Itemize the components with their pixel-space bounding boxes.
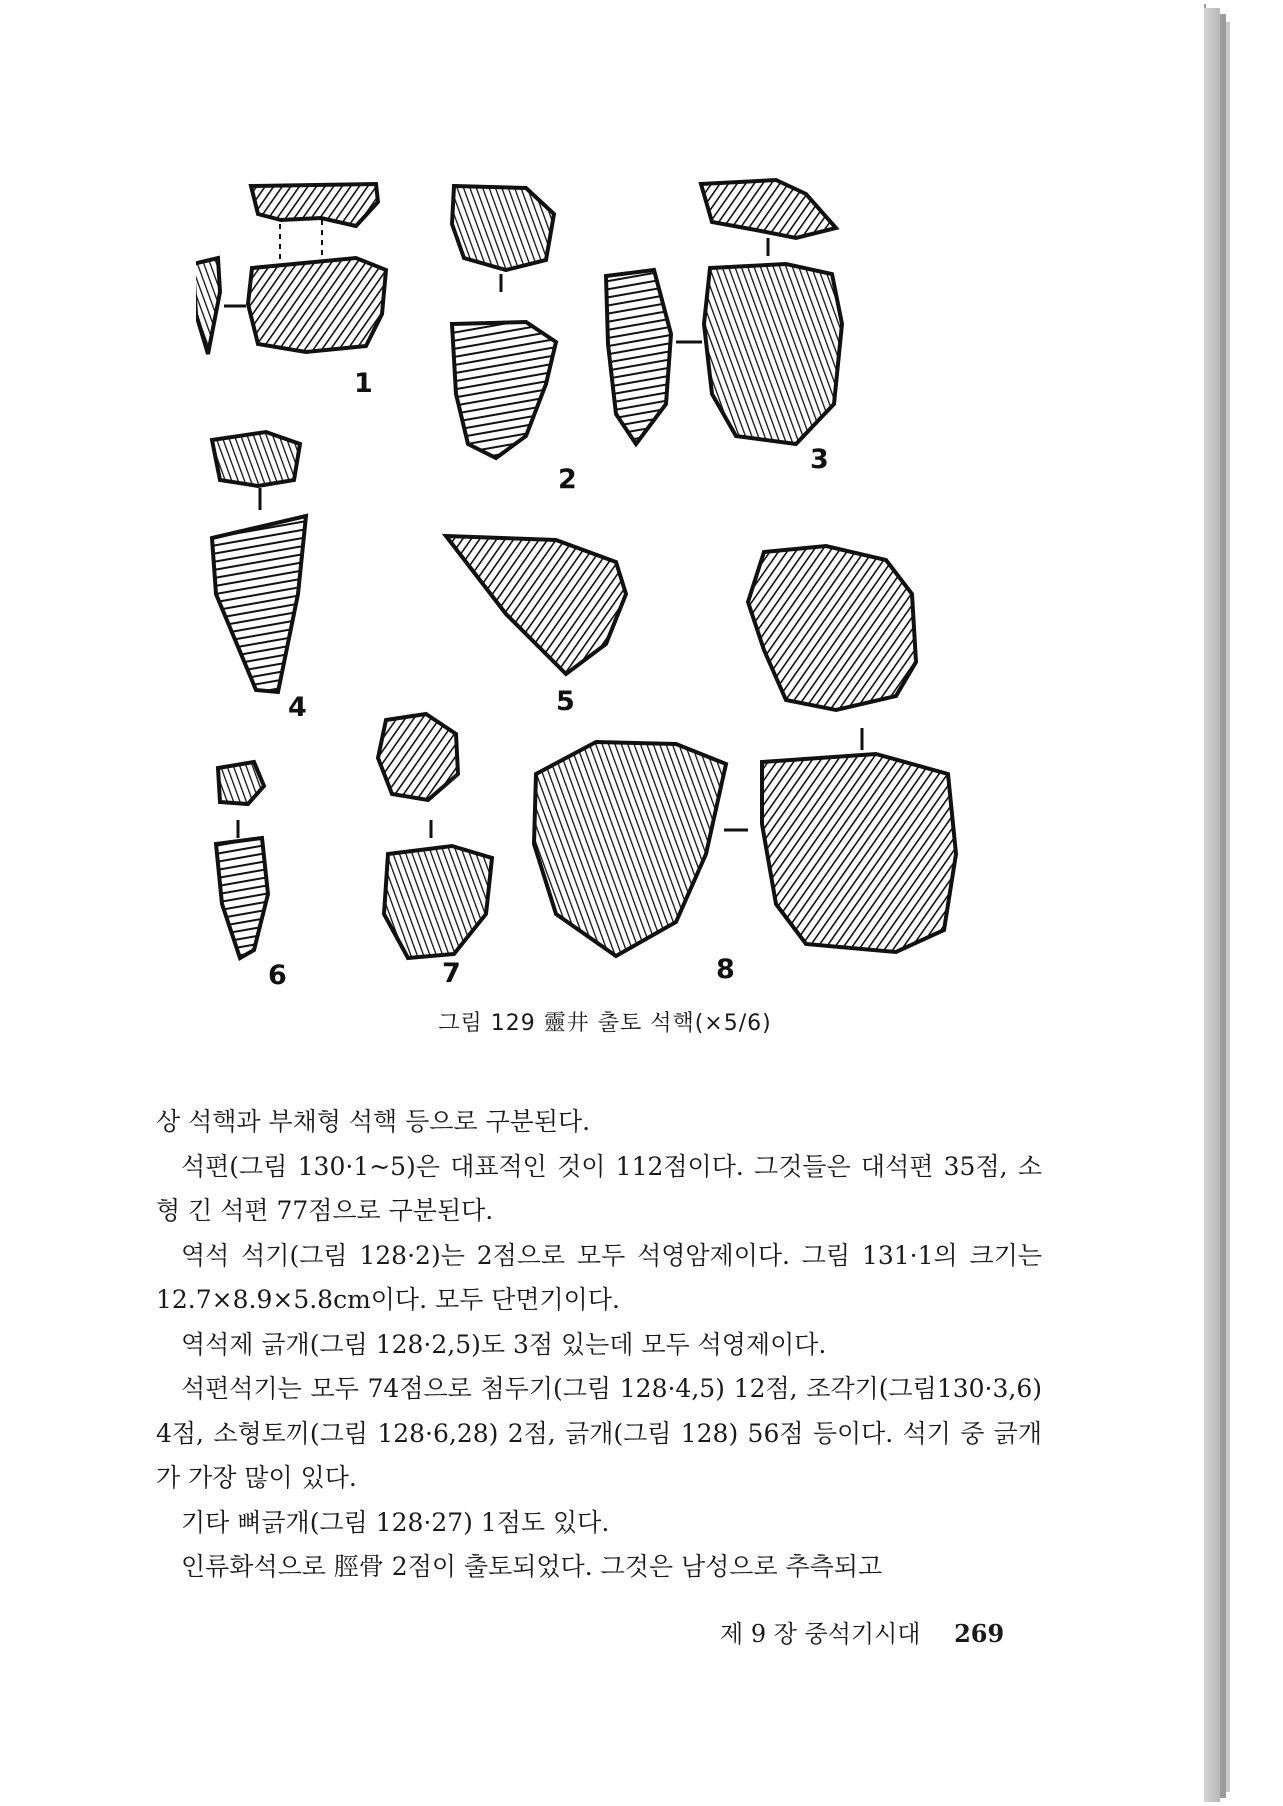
artifact-3 — [606, 180, 842, 444]
artifact-6 — [216, 762, 268, 958]
book-page — [6, 4, 1206, 1802]
paragraph: 인류화석으로 脛骨 2점이 출토되었다. 그것은 남성으로 추측되고 — [181, 1552, 883, 1581]
figure-label-5: 5 — [556, 686, 575, 717]
artifact-4 — [212, 432, 306, 692]
paragraph: 석편(그림 130·1~5)은 대표적인 것이 112점이다. 그것들은 대석편 35점, 소형 긴 석편 77점으로 구분된다. — [156, 1151, 1042, 1225]
figure-label-8: 8 — [716, 954, 735, 985]
page-number: 269 — [954, 1619, 1005, 1648]
artifact-7 — [378, 714, 492, 958]
figure-label-4: 4 — [288, 692, 307, 723]
stone-core-figure — [196, 174, 976, 994]
paragraph: 석편석기는 모두 74점으로 첨두기(그림 128·4,5) 12점, 조각기(그림130·3,6) 4점, 소형토끼(그림 128·6,28) 2점, 긁개(그림 128) 56점 등이다. 석기 중 긁개가 가장 많이 있다. — [156, 1374, 1042, 1492]
figure-caption: 그림 129 靈井 출토 석핵(×5/6) — [438, 1011, 772, 1036]
figure-label-1: 1 — [354, 368, 373, 399]
page-stack-edge — [1226, 22, 1230, 1792]
figure-label-2: 2 — [558, 464, 577, 495]
paragraph: 상 석핵과 부채형 석핵 등으로 구분된다. — [156, 1107, 591, 1136]
stone-core-illustration — [196, 174, 976, 994]
paragraph: 역석제 긁개(그림 128·2,5)도 3점 있는데 모두 석영제이다. — [181, 1329, 827, 1359]
artifact-1 — [196, 184, 386, 354]
paragraph: 기타 뼈긁개(그림 128·27) 1점도 있다. — [181, 1507, 610, 1537]
running-chapter-title: 제 9 장 중석기시대 — [720, 1620, 921, 1648]
figure-label-3: 3 — [810, 444, 829, 475]
artifact-5 — [446, 536, 626, 674]
body-text — [156, 1100, 1042, 1590]
figure-label-6: 6 — [268, 960, 287, 991]
artifact-2 — [452, 186, 556, 458]
page-footer — [720, 1614, 1004, 1649]
paragraph: 역석 석기(그림 128·2)는 2점으로 모두 석영암제이다. 그림 131·1의 크기는 12.7×8.9×5.8cm이다. 모두 단면기이다. — [156, 1240, 1042, 1314]
page-stack-edge — [1204, 8, 1220, 1802]
figure-label-7: 7 — [442, 958, 461, 989]
